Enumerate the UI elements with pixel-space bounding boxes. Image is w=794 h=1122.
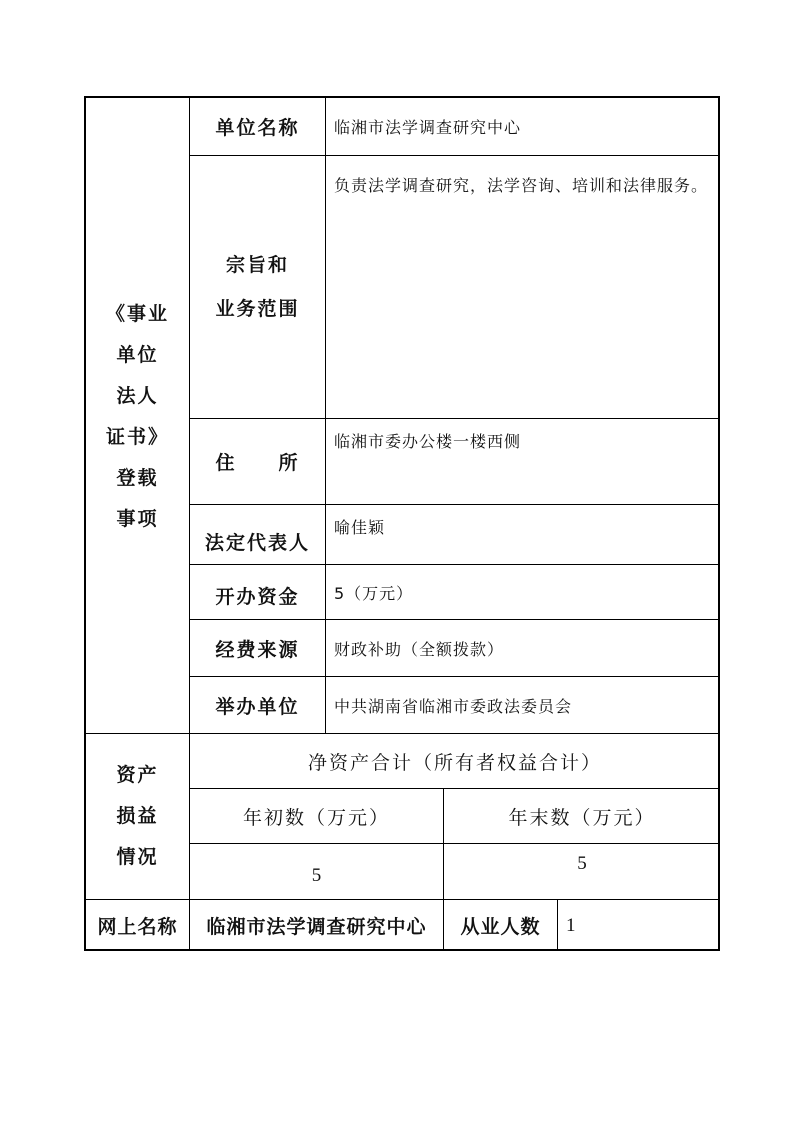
staff-count-value: 1 (566, 914, 576, 936)
header-line: 《事业 (105, 303, 169, 325)
purpose-value: 负责法学调查研究，法学咨询、培训和法律服务。 (334, 176, 709, 195)
header-line: 法人 (116, 385, 159, 407)
sponsor-label: 举办单位 (215, 695, 300, 718)
fund-value: 5（万元） (334, 583, 414, 603)
header-line: 证书》 (105, 426, 169, 448)
legal-rep-label: 法定代表人 (204, 532, 310, 554)
begin-value: 5 (311, 864, 322, 886)
address-value: 临湘市委办公楼一楼西侧 (334, 432, 522, 451)
header-line: 损益 (116, 805, 159, 827)
purpose-label-line: 业务范围 (215, 298, 300, 320)
net-assets-title: 净资产合计（所有者权益合计） (307, 751, 602, 774)
header-line: 事项 (116, 508, 159, 530)
header-line: 单位 (116, 344, 159, 366)
staff-count-label: 从业人数 (460, 916, 541, 938)
registration-table (84, 96, 720, 951)
funding-source-label: 经费来源 (215, 638, 300, 661)
unit-name-label: 单位名称 (215, 117, 300, 139)
header-line: 登载 (116, 467, 159, 489)
fund-label: 开办资金 (215, 585, 300, 608)
purpose-label (190, 156, 325, 418)
end-label: 年末数（万元） (508, 806, 656, 829)
header-line: 资产 (116, 764, 159, 786)
online-name-label: 网上名称 (97, 916, 178, 938)
legal-rep-value: 喻佳颖 (334, 518, 386, 537)
unit-name-value: 临湘市法学调查研究中心 (334, 118, 522, 137)
assets-header (86, 734, 189, 899)
sponsor-value: 中共湖南省临湘市委政法委员会 (334, 696, 573, 716)
begin-label: 年初数（万元） (242, 806, 390, 829)
header-line: 情况 (116, 846, 159, 868)
funding-source-value: 财政补助（全额拨款） (334, 639, 505, 659)
end-value: 5 (577, 852, 587, 874)
address-label: 住 所 (215, 452, 300, 474)
certificate-items-header (86, 98, 189, 733)
purpose-label-line: 宗旨和 (225, 254, 289, 276)
online-name-value: 临湘市法学调查研究中心 (206, 916, 427, 938)
